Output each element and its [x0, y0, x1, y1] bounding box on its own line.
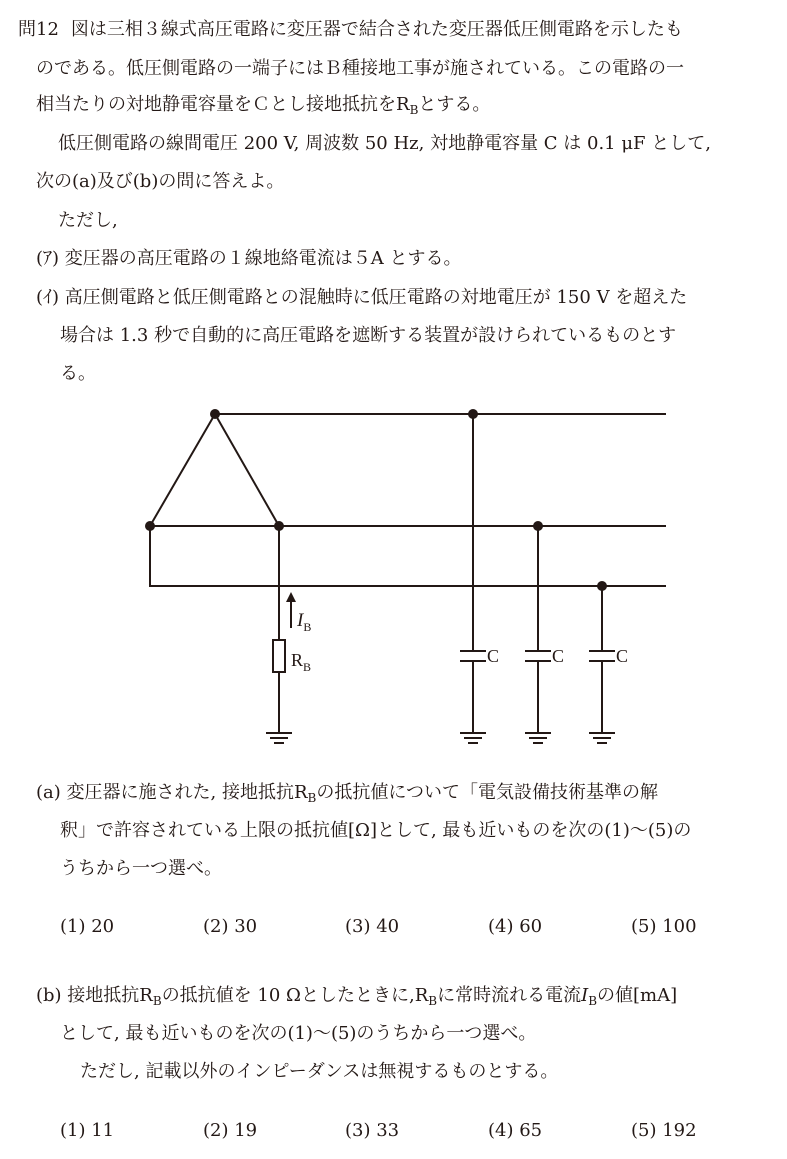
question-b-line-1: (b) 接地抵抗$R_B$の抵抗値を 10 Ωとしたときに$,R_B$に常時流れる電流$I_B$の値[mA] [36, 985, 678, 1008]
svg-text:RB: $R_B$ [291, 650, 312, 674]
choice-b-1[interactable]: (1) 11 [60, 1120, 115, 1141]
problem-line-5: 次の(a)及び(b)の問に答えよ。 [36, 171, 285, 192]
ground-icon-rb [266, 733, 292, 743]
choice-a-2[interactable]: (2) 30 [203, 916, 258, 937]
condition-a: (ｱ) 変圧器の高圧電路の１線地絡電流は５A とする。 [36, 248, 462, 269]
tadashi: ただし, [58, 210, 118, 231]
choice-b-3[interactable]: (3) 33 [345, 1120, 400, 1141]
ground-icon-c3 [589, 733, 615, 743]
problem-line-2: のである。低圧側電路の一端子にはＢ種接地工事が施されている。この電路の一 [36, 58, 684, 79]
choice-b-4[interactable]: (4) 65 [488, 1120, 543, 1141]
problem-line-1 [18, 18, 683, 42]
condition-b-1: (ｲ) 高圧側電路と低圧側電路との混触時に低圧電路の対地電圧が 150 V を超えた [36, 287, 688, 308]
choice-a-3[interactable]: (3) 40 [345, 916, 400, 937]
question-a-line-3: うちから一つ選べ。 [60, 858, 222, 879]
cap-label-2: C [552, 646, 565, 666]
cap-label-3: C [616, 646, 629, 666]
problem-number: 問12 [18, 19, 59, 40]
condition-b-3: る。 [60, 363, 96, 384]
problem-line-3: 相当たりの対地静電容量をＣとし接地抵抗を$R_B$とする。 [36, 94, 491, 117]
choice-b-5[interactable]: (5) 192 [631, 1120, 697, 1141]
ground-icon-c1 [460, 733, 486, 743]
question-b-line-2: として, 最も近いものを次の(1)～(5)のうちから一つ選べ。 [60, 1023, 537, 1044]
problem-text-1: 図は三相３線式高圧電路に変圧器で結合された変圧器低圧側電路を示したも [70, 19, 683, 40]
choice-a-1[interactable]: (1) 20 [60, 916, 115, 937]
circuit-diagram [0, 395, 787, 755]
svg-text:IB: $I_B$ [297, 610, 312, 634]
question-a-line-2: 釈」で許容されている上限の抵抗値[Ω]として, 最も近いものを次の(1)～(5)の [60, 820, 692, 841]
choice-b-2[interactable]: (2) 19 [203, 1120, 258, 1141]
problem-line-4: 低圧側電路の線間電圧 200 V, 周波数 50 Hz, 対地静電容量 C は 0.1 μF として, [58, 133, 711, 154]
choice-a-4[interactable]: (4) 60 [488, 916, 543, 937]
question-b-line-3: ただし, 記載以外のインピーダンスは無視するものとする。 [80, 1061, 559, 1082]
question-a-line-1: (a) 変圧器に施された, 接地抵抗$R_B$の抵抗値について「電気設備技術基準の解 [36, 782, 658, 805]
cap-label-1: C [487, 646, 500, 666]
resistor-rb [273, 640, 285, 672]
condition-b-2: 場合は 1.3 秒で自動的に高圧電路を遮断する装置が設けられているものとす [60, 325, 677, 346]
line-bottom [150, 526, 666, 586]
choice-a-5[interactable]: (5) 100 [631, 916, 697, 937]
rb-label: R [291, 650, 304, 670]
delta-winding [150, 414, 279, 526]
ib-label: I [297, 610, 304, 631]
ground-icon-c2 [525, 733, 551, 743]
